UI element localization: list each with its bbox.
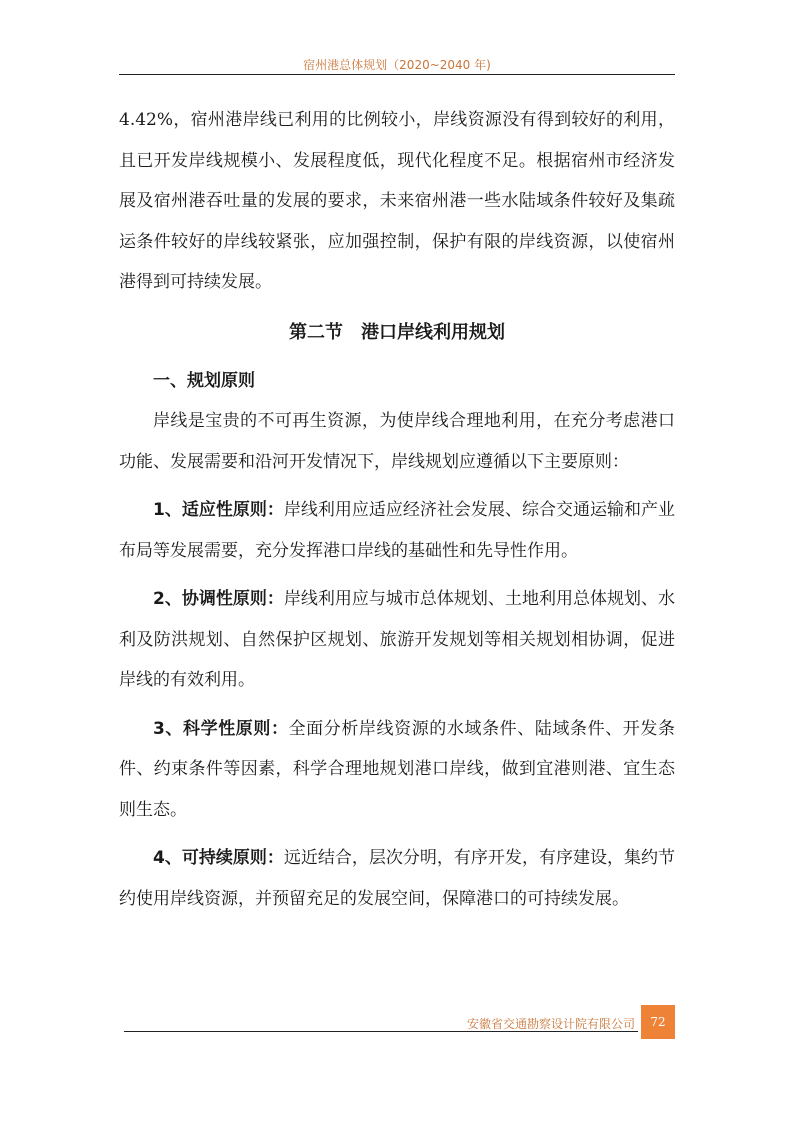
subheading: 一、规划原则 xyxy=(153,370,255,391)
principle-label: 1、适应性原则： xyxy=(153,500,284,520)
header-divider xyxy=(119,74,675,75)
principle-text: 岸线利用应适应经济社会发展、综合交通运输和产业布局等发展需要，充分发挥港口岸线的基础性和先导性作用。 xyxy=(119,500,675,561)
principle-item xyxy=(119,838,675,919)
principle-label: 3、科学性原则： xyxy=(153,718,289,739)
principle-item xyxy=(119,490,675,571)
principle-text: 岸线利用应与城市总体规划、土地利用总体规划、水利及防洪规划、自然保护区规划、旅游开发规划等相关规划相协调，促进岸线的有效利用。 xyxy=(119,589,675,690)
document-body xyxy=(119,100,675,919)
intro-paragraph: 岸线是宝贵的不可再生资源，为使岸线合理地利用，在充分考虑港口功能、发展需要和沿河开发情况下，岸线规划应遵循以下主要原则： xyxy=(119,411,675,472)
principle-item xyxy=(119,709,675,831)
footer-divider xyxy=(124,1031,638,1032)
principle-text: 远近结合，层次分明，有序开发，有序建设，集约节约使用岸线资源，并预留充足的发展空间，保障港口的可持续发展。 xyxy=(119,848,675,909)
footer-company: 安徽省交通勘察设计院有限公司 xyxy=(466,1017,635,1031)
principle-label: 2、协调性原则： xyxy=(153,589,284,609)
principle-text: 全面分析岸线资源的水域条件、陆域条件、开发条件、约束条件等因素，科学合理地规划港口岸线，做到宜港则港、宜生态则生态。 xyxy=(119,718,675,820)
paragraph-continued: 4.42%，宿州港岸线已利用的比例较小，岸线资源没有得到较好的利用，且已开发岸线规模小、发展程度低，现代化程度不足。根据宿州市经济发展及宿州港吞吐量的发展的要求，未来宿州港一些水陆域条件较好及集疏运条件较好的岸线较紧张，应加强控制，保护有限的岸线资源，以使宿州港得到可持续发展。 xyxy=(119,110,675,292)
principle-label: 4、可持续原则： xyxy=(153,848,284,868)
section-title: 第二节 港口岸线利用规划 xyxy=(289,321,505,343)
header-title: 宿州港总体规划（2020~2040 年) xyxy=(303,58,491,72)
principle-item xyxy=(119,579,675,701)
page-number: 72 xyxy=(641,1005,675,1039)
